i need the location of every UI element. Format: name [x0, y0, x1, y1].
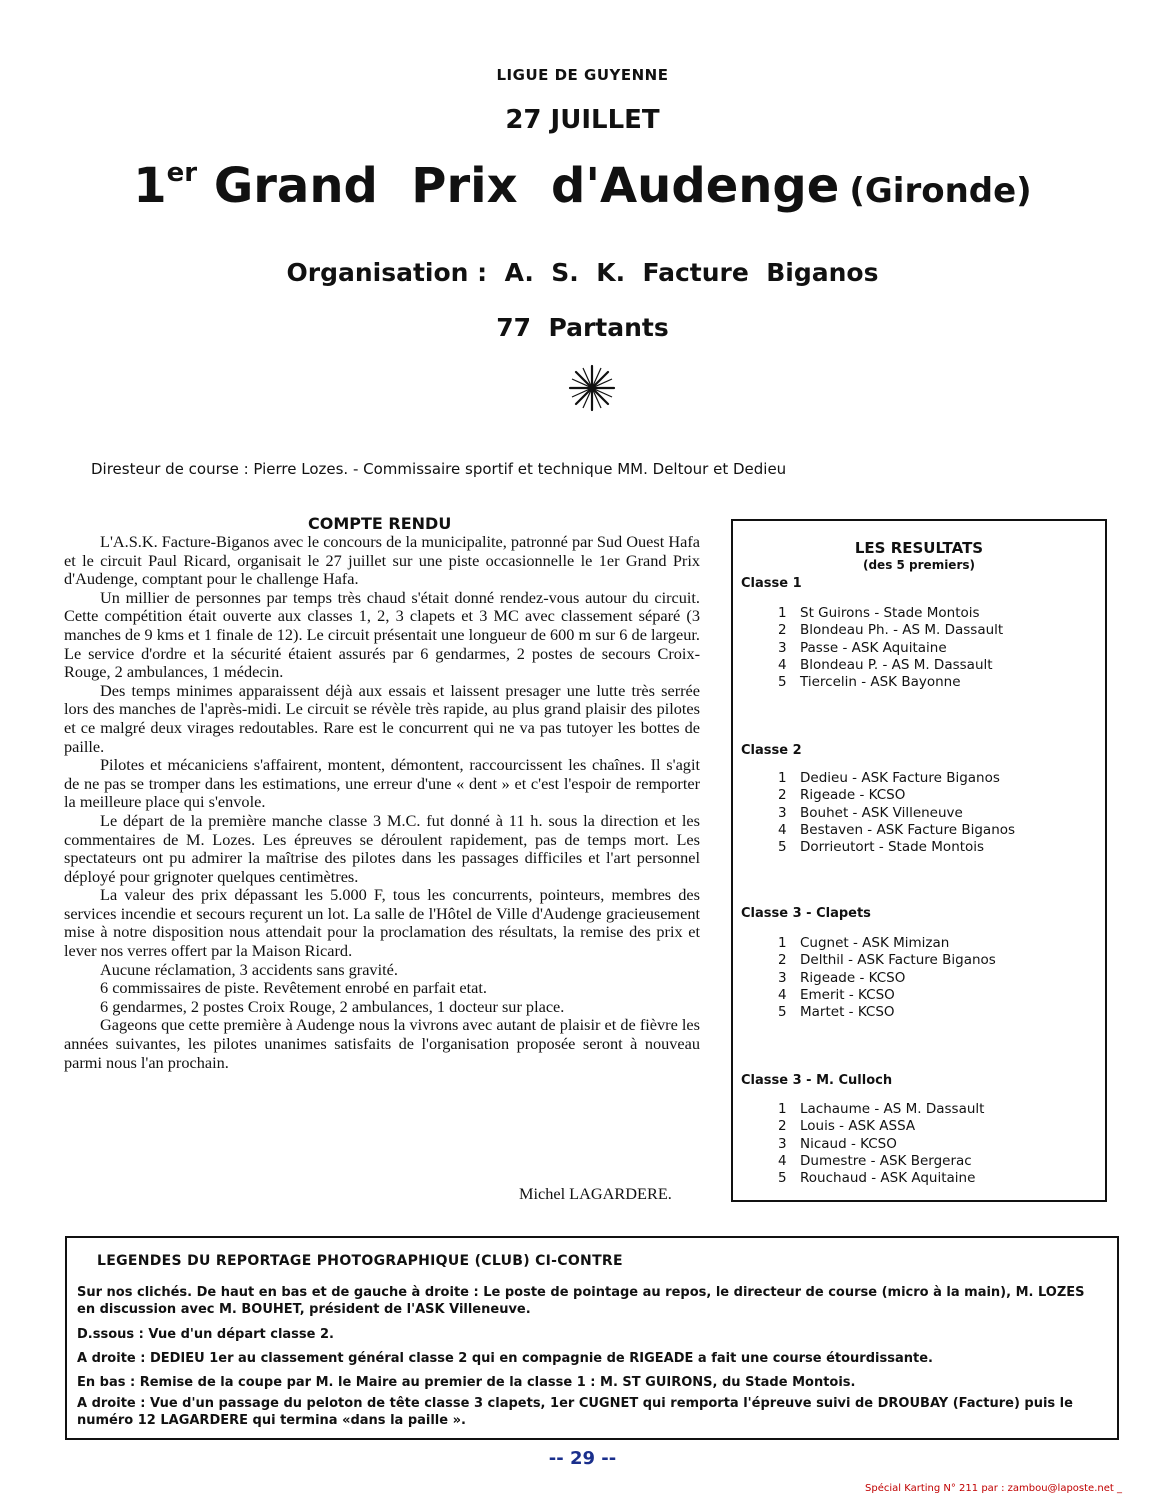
legend-line: Sur nos clichés. De haut en bas et de gauche à droite : Le poste de pointage au repos, le directeur de course (micro à la main), M. LOZES en discussion avec M. BOUHET, président de l'ASK Villeneuve.: [77, 1285, 1085, 1317]
result-text: Cugnet - ASK Mimizan: [800, 935, 950, 951]
result-entry: [778, 770, 1015, 787]
class-heading: Classe 1: [741, 576, 802, 591]
class-heading: Classe 3 - Clapets: [741, 906, 871, 921]
result-rank: 5: [778, 839, 787, 856]
class-heading: Classe 3 - M. Culloch: [741, 1073, 893, 1088]
class-results-list: [778, 1101, 984, 1187]
result-rank: 1: [778, 1101, 787, 1117]
result-text: Emerit - KCSO: [800, 986, 895, 1003]
result-entry: [778, 1118, 984, 1135]
page-number: -- 29 --: [548, 1448, 617, 1469]
result-text: Lachaume - AS M. Dassault: [800, 1101, 985, 1117]
report-heading: COMPTE RENDU: [308, 514, 452, 533]
result-text: Nicaud - KCSO: [800, 1135, 897, 1152]
result-rank: 5: [778, 1170, 787, 1187]
result-rank: 4: [778, 1152, 787, 1169]
result-rank: 3: [778, 639, 787, 656]
report-paragraph: Gageons que cette première à Audenge nous la vivrons avec autant de plaisir et de fièvre les années suivantes, les pilotes unanimes satisfaits de l'organisation proposée seront à nouveau parmi nous l'an prochain.: [64, 1015, 700, 1072]
result-text: St Guirons - Stade Montois: [800, 605, 980, 621]
result-rank: 2: [778, 622, 787, 639]
race-report: [64, 533, 700, 1072]
result-text: Martet - KCSO: [800, 1004, 895, 1021]
result-rank: 3: [778, 1135, 787, 1152]
event-date: 27 JUILLET: [505, 105, 660, 135]
result-rank: 1: [778, 605, 787, 621]
result-entry: [778, 674, 1003, 691]
report-paragraph: L'A.S.K. Facture-Biganos avec le concours de la municipalite, patronné par Sud Ouest Hafa et le circuit Paul Ricard, organisait le 27 juillet sur une piste occasionnelle le 1er Grand Prix d'Audenge, comptant pour le challenge Hafa.: [64, 532, 700, 589]
results-title: LES RESULTATS: [854, 539, 984, 557]
legend-line: A droite : DEDIEU 1er au classement général classe 2 qui en compagnie de RIGEADE a fait une course étourdissante.: [77, 1351, 933, 1366]
footer-credit: Spécial Karting N° 211 par : zambou@laposte.net _: [865, 1483, 1122, 1494]
result-rank: 4: [778, 986, 787, 1003]
result-text: Bestaven - ASK Facture Biganos: [800, 821, 1016, 838]
legend-title: LEGENDES DU REPORTAGE PHOTOGRAPHIQUE (CLUB) CI-CONTRE: [97, 1253, 623, 1269]
results-subtitle: (des 5 premiers): [862, 558, 975, 572]
legend-line: D.ssous : Vue d'un départ classe 2.: [77, 1327, 334, 1342]
result-text: Rouchaud - ASK Aquitaine: [800, 1170, 976, 1187]
result-rank: 1: [778, 935, 787, 951]
legend-line: En bas : Remise de la coupe par M. le Maire au premier de la classe 1 : M. ST GUIRONS, du Stade Montois.: [77, 1375, 856, 1390]
result-rank: 4: [778, 656, 787, 673]
result-entry: [778, 1136, 984, 1153]
report-paragraph: Aucune réclamation, 3 accidents sans gravité.: [100, 959, 398, 979]
result-entry: [778, 970, 996, 987]
result-entry: [778, 987, 996, 1004]
result-entry: [778, 839, 1015, 856]
title-region: (Gironde): [849, 171, 1032, 211]
result-entry: [778, 605, 1003, 622]
result-entry: [778, 1101, 984, 1118]
starters-count: 77 Partants: [496, 313, 669, 342]
result-entry: [778, 952, 996, 969]
class-heading: Classe 2: [741, 743, 802, 758]
author-signature: Michel LAGARDERE.: [519, 1184, 672, 1203]
result-text: Blondeau Ph. - AS M. Dassault: [800, 622, 1004, 639]
organisation-line: Organisation : A. S. K. Facture Biganos: [286, 258, 879, 287]
report-paragraph: Le départ de la première manche classe 3 M.C. fut donné à 11 h. sous la direction et les commentaires de M. Lozes. Les épreuves se déroulent rapidement, pas de temps mort. Les spectateurs ont pu admirer la maîtrise des pilotes dans les passages difficiles et l'art personnel déployé pour grignoter quelques centimètres.: [64, 810, 700, 886]
class-results-list: [778, 770, 1015, 856]
legend-line: A droite : Vue d'un passage du peloton de tête classe 3 clapets, 1er CUGNET qui remporta l'épreuve suivi de DROUBAY (Facture) puis le numéro 12 LAGARDERE qui termina «dans la paille ».: [77, 1396, 1073, 1428]
result-text: Louis - ASK ASSA: [800, 1118, 916, 1135]
result-text: Dumestre - ASK Bergerac: [800, 1152, 972, 1169]
result-text: Rigeade - KCSO: [800, 969, 906, 986]
result-text: Passe - ASK Aquitaine: [800, 639, 947, 656]
result-rank: 4: [778, 821, 787, 838]
photo-legend-box: [65, 1236, 1119, 1440]
result-text: Dorrieutort - Stade Montois: [800, 839, 985, 856]
league-heading: LIGUE DE GUYENNE: [496, 66, 669, 84]
result-entry: [778, 1004, 996, 1021]
results-box: [731, 519, 1107, 1202]
result-rank: 5: [778, 1004, 787, 1021]
result-rank: 2: [778, 1118, 787, 1135]
page-title: [0, 158, 1165, 214]
result-entry: [778, 822, 1015, 839]
result-rank: 5: [778, 674, 787, 691]
report-paragraph: Pilotes et mécaniciens s'affairent, montent, démontent, raccourcissent les chaînes. Il s'agit de ne pas se tromper dans les estimations, une erreur d'une « dent » et c'est l'espoir de remporter la meilleure place qui s'envole.: [64, 755, 700, 812]
result-entry: [778, 1170, 984, 1187]
star-ornament-icon: [567, 363, 617, 413]
result-entry: [778, 640, 1003, 657]
result-entry: [778, 622, 1003, 639]
result-text: Bouhet - ASK Villeneuve: [800, 804, 963, 821]
report-paragraph: 6 commissaires de piste. Revêtement enrobé en parfait etat.: [100, 978, 487, 998]
result-text: Delthil - ASK Facture Biganos: [800, 952, 996, 969]
report-paragraph: Un millier de personnes par temps très chaud s'était donné rendez-vous autour du circuit. Cette compétition était ouverte aux classes 1, 2, 3 clapets et 3 MC avec classement séparé (3 manches de 9 kms et 1 finale de 12). Le circuit présentait une longueur de 600 m sur 6 de largeur. Le service d'ordre et la sécurité étaient assurés par 6 gendarmes, 2 postes de secours Croix-Rouge, 2 ambulances, 1 médecin.: [64, 587, 700, 682]
result-text: Rigeade - KCSO: [800, 787, 906, 804]
result-rank: 3: [778, 804, 787, 821]
result-entry: [778, 657, 1003, 674]
class-results-list: [778, 605, 1003, 691]
race-officials-line: Diresteur de course : Pierre Lozes. - Commissaire sportif et technique MM. Deltour et Dedieu: [91, 460, 787, 478]
title-number: 1: [133, 158, 167, 214]
result-rank: 2: [778, 952, 787, 969]
result-text: Tiercelin - ASK Bayonne: [800, 674, 961, 691]
result-rank: 2: [778, 787, 787, 804]
result-text: Dedieu - ASK Facture Biganos: [800, 770, 1000, 786]
result-entry: [778, 805, 1015, 822]
result-rank: 1: [778, 770, 787, 786]
report-paragraph: 6 gendarmes, 2 postes Croix Rouge, 2 ambulances, 1 docteur sur place.: [100, 996, 565, 1016]
result-text: Blondeau P. - AS M. Dassault: [800, 656, 993, 673]
result-entry: [778, 935, 996, 952]
report-paragraph: La valeur des prix dépassant les 5.000 F, tous les concurrents, pointeurs, membres des services incendie et secours reçurent un lot. La salle de l'Hôtel de Ville d'Audenge gracieusement mise à notre disposition nous attendait pour la proclamation des résultats, la remise des prix et lever nos verres offert par la Maison Ricard.: [64, 885, 700, 961]
report-paragraph: Des temps minimes apparaissent déjà aux essais et laissent presager une lutte très serrée lors des manches de l'après-midi. Le circuit se révèle très rapide, au plus grand plaisir des pilotes et ce malgré deux virages redoutables. Rare est le concurrent qui ne va pas tutoyer les bottes de paille.: [64, 680, 700, 756]
title-main: Grand Prix d'Audenge: [213, 158, 840, 214]
result-entry: [778, 787, 1015, 804]
result-rank: 3: [778, 969, 787, 986]
result-entry: [778, 1153, 984, 1170]
title-superscript: er: [166, 158, 198, 188]
class-results-list: [778, 935, 996, 1021]
